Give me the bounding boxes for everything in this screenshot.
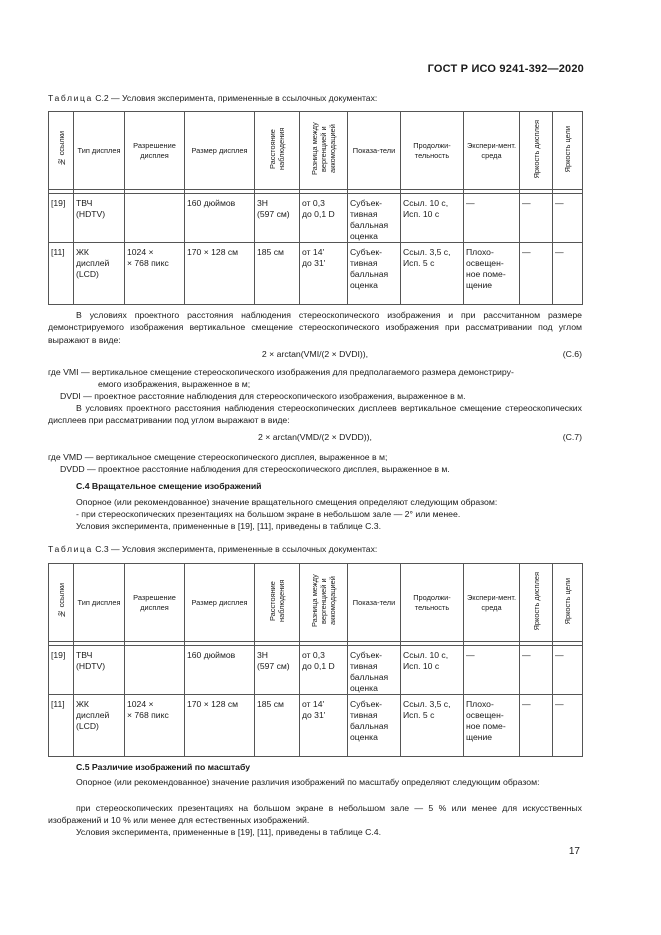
c2-table-cell: — bbox=[520, 243, 553, 305]
c2-table-cell: от 0,3 до 0,1 D bbox=[300, 194, 348, 243]
table-c2-caption bbox=[48, 93, 377, 103]
c3-header-cell bbox=[464, 564, 520, 642]
where-dvdd: DVDD — проектное расстояние наблюдения для стереоскопического дисплея, выраженное в м. bbox=[60, 464, 450, 474]
c2-header-cell bbox=[49, 112, 74, 190]
c2-header-label: Экспери-мент. среда bbox=[466, 140, 517, 160]
c2-table-cell: Ссыл. 3,5 с, Исп. 5 с bbox=[401, 243, 464, 305]
formula-c6-number: (С.6) bbox=[562, 349, 582, 359]
c2-header-row bbox=[49, 112, 583, 190]
c3-header-cell bbox=[520, 564, 553, 642]
c2-header-label: Тип дисплея bbox=[77, 145, 121, 155]
c2-header-label: Расстояние наблюдения bbox=[268, 127, 286, 171]
c2-table-cell: Плохо- освещен- ное поме- щение bbox=[464, 243, 520, 305]
c2-table-cell: Субъек- тивная балльная оценка bbox=[348, 194, 401, 243]
c2-header-label: № ссылки bbox=[56, 131, 66, 167]
c2-table-row bbox=[49, 194, 583, 243]
section-c4-line3: Условия эксперимента, примененные в [19], [11], приведены в таблице С.3. bbox=[76, 521, 382, 531]
c3-table-cell: Ссыл. 3,5 с, Исп. 5 с bbox=[401, 695, 464, 757]
c3-header-cell bbox=[74, 564, 125, 642]
c3-header-label: № ссылки bbox=[56, 583, 66, 619]
table-c2 bbox=[48, 111, 583, 305]
c3-table-cell bbox=[125, 646, 185, 695]
table-c2-caption-word: Таблица bbox=[48, 93, 93, 103]
c3-table-row bbox=[49, 695, 583, 757]
c3-header-cell bbox=[125, 564, 185, 642]
c2-table-cell: ЖК дисплей (LCD) bbox=[74, 243, 125, 305]
c2-table-cell: — bbox=[553, 243, 583, 305]
table-c3-caption-word: Таблица bbox=[48, 544, 93, 554]
c2-table-cell: от 14' до 31' bbox=[300, 243, 348, 305]
table-c3-caption bbox=[48, 544, 377, 554]
c2-table-cell: — bbox=[553, 194, 583, 243]
c3-header-cell bbox=[553, 564, 583, 642]
c2-table-cell: 3H (597 см) bbox=[255, 194, 300, 243]
section-c5-title: С.5 Различие изображений по масштабу bbox=[76, 762, 251, 772]
section-c4-line1: Опорное (или рекомендованное) значение вращательного смещения определяют следующим образом: bbox=[76, 497, 498, 507]
c3-header-label: Размер дисплея bbox=[191, 597, 248, 607]
c2-header-label: Разрешение дисплея bbox=[133, 140, 176, 160]
c2-table-cell: 170 × 128 см bbox=[185, 243, 255, 305]
c2-header-label: Показа-тели bbox=[352, 145, 396, 155]
c2-table-row bbox=[49, 243, 583, 305]
paragraph-vertical-shift-image: В условиях проектного расстояния наблюдения стереоскопического изображения и при рассчитанном размере демонстрируемого изображения вертикальное смещение стереоскопического изображения при рассматривании под углом выражают в виде: bbox=[48, 310, 582, 345]
c3-header-cell bbox=[255, 564, 300, 642]
c3-table-cell: — bbox=[520, 646, 553, 695]
section-c4-title: С.4 Вращательное смещение изображений bbox=[76, 481, 262, 491]
c3-table-cell: от 0,3 до 0,1 D bbox=[300, 646, 348, 695]
c2-table-cell: [19] bbox=[49, 194, 74, 243]
c3-header-cell bbox=[49, 564, 74, 642]
table-c3 bbox=[48, 563, 583, 757]
c3-table-cell: Плохо- освещен- ное поме- щение bbox=[464, 695, 520, 757]
formula-c7-expression: 2 × arctan(VMD/(2 × DVDD)), bbox=[258, 432, 372, 442]
c3-header-row bbox=[49, 564, 583, 642]
c2-table-cell bbox=[125, 194, 185, 243]
c3-header-label: Продолжи-тельность bbox=[413, 592, 451, 612]
c3-header-label: Тип дисплея bbox=[77, 597, 121, 607]
c3-header-label: Разница между вергенцией и аккомодацией bbox=[310, 574, 337, 628]
c2-header-label: Размер дисплея bbox=[191, 145, 248, 155]
table-c2-caption-text: С.2 — Условия эксперимента, примененные в ссылочных документах: bbox=[95, 93, 378, 103]
c2-table-cell: Субъек- тивная балльная оценка bbox=[348, 243, 401, 305]
c2-header-cell bbox=[401, 112, 464, 190]
c2-table-cell: — bbox=[520, 194, 553, 243]
c3-header-label: Яркость цели bbox=[563, 577, 572, 625]
c3-table-cell: Ссыл. 10 с, Исп. 10 с bbox=[401, 646, 464, 695]
where-vmi-line2: емого изображения, выраженное в м; bbox=[98, 379, 251, 389]
c2-header-cell bbox=[185, 112, 255, 190]
section-c5-paragraph3: Условия эксперимента, примененные в [19], [11], приведены в таблице С.4. bbox=[76, 827, 382, 837]
c3-header-label: Разрешение дисплея bbox=[133, 592, 176, 612]
c3-table-cell: [19] bbox=[49, 646, 74, 695]
c2-table-cell: 1024 × × 768 пикс bbox=[125, 243, 185, 305]
c2-header-cell bbox=[348, 112, 401, 190]
c3-header-cell bbox=[300, 564, 348, 642]
section-c5-paragraph1: Опорное (или рекомендованное) значение различия изображений по масштабу определяют следующим образом: bbox=[76, 777, 540, 787]
c3-table-cell: — bbox=[553, 695, 583, 757]
c3-table-cell: ЖК дисплей (LCD) bbox=[74, 695, 125, 757]
c3-table-row bbox=[49, 646, 583, 695]
c3-table-cell: — bbox=[553, 646, 583, 695]
page-number: 17 bbox=[568, 846, 580, 857]
c3-header-cell bbox=[348, 564, 401, 642]
c2-table-cell: — bbox=[464, 194, 520, 243]
c2-table-cell: Ссыл. 10 с, Исп. 10 с bbox=[401, 194, 464, 243]
c3-table-cell: 3H (597 см) bbox=[255, 646, 300, 695]
c3-table-cell: Субъек- тивная балльная оценка bbox=[348, 646, 401, 695]
c2-header-cell bbox=[125, 112, 185, 190]
c3-table-cell: [11] bbox=[49, 695, 74, 757]
c2-header-cell bbox=[520, 112, 553, 190]
c3-table-cell: 160 дюймов bbox=[185, 646, 255, 695]
c3-header-label: Яркость дисплея bbox=[531, 571, 541, 631]
c2-table-cell: ТВЧ (HDTV) bbox=[74, 194, 125, 243]
c3-table-cell: Субъек- тивная балльная оценка bbox=[348, 695, 401, 757]
c3-header-cell bbox=[401, 564, 464, 642]
formula-c6-expression: 2 × arctan(VMI/(2 × DVDI)), bbox=[261, 349, 369, 359]
c2-header-cell bbox=[300, 112, 348, 190]
c2-header-label: Яркость дисплея bbox=[531, 119, 541, 179]
table-c3-caption-text: С.3 — Условия эксперимента, примененные в ссылочных документах: bbox=[95, 544, 378, 554]
c3-header-label: Показа-тели bbox=[352, 597, 396, 607]
c3-table-cell: 170 × 128 см bbox=[185, 695, 255, 757]
c3-table-cell: 1024 × × 768 пикс bbox=[125, 695, 185, 757]
formula-c7-number: (С.7) bbox=[562, 432, 582, 442]
c3-table-cell: от 14' до 31' bbox=[300, 695, 348, 757]
c3-table-cell: 185 см bbox=[255, 695, 300, 757]
paragraph-vertical-shift-display: В условиях проектного расстояния наблюдения стереоскопических дисплеев вертикальное смещение стереоскопических дисплеев при рассматривании под углом выражают в виде: bbox=[48, 403, 582, 426]
section-c5-paragraph2: при стереоскопических презентациях на большом экране в небольшом зале — 5 % или менее для искусственных изображений и 10 % или менее для естественных изображений. bbox=[48, 803, 582, 826]
c3-table-cell: ТВЧ (HDTV) bbox=[74, 646, 125, 695]
where-dvdi: DVDI — проектное расстояние наблюдения для стереоскопического изображения, выраженное в м. bbox=[60, 391, 466, 401]
c2-header-cell bbox=[464, 112, 520, 190]
c2-table-cell: [11] bbox=[49, 243, 74, 305]
c3-table-cell: — bbox=[520, 695, 553, 757]
c2-header-label: Разница между вергенцией и аккомодацией bbox=[310, 122, 337, 176]
document-header: ГОСТ Р ИСО 9241-392—2020 bbox=[427, 63, 584, 75]
c3-header-label: Экспери-мент. среда bbox=[466, 592, 517, 612]
c3-header-cell bbox=[185, 564, 255, 642]
c2-header-label: Яркость цели bbox=[563, 125, 572, 173]
c2-table-cell: 160 дюймов bbox=[185, 194, 255, 243]
c2-header-cell bbox=[74, 112, 125, 190]
where-vmi-line1: где VMI — вертикальное смещение стереоскопического изображения для предполагаемого размера демонстриру- bbox=[48, 367, 514, 377]
c2-header-label: Продолжи-тельность bbox=[413, 140, 451, 160]
c3-header-label: Расстояние наблюдения bbox=[268, 579, 286, 623]
section-c4-line2: - при стереоскопических презентациях на большом экране в небольшом зале — 2° или менее. bbox=[76, 509, 461, 519]
c2-header-cell bbox=[255, 112, 300, 190]
c2-header-cell bbox=[553, 112, 583, 190]
c3-table-cell: — bbox=[464, 646, 520, 695]
where-vmd: где VMD — вертикальное смещение стереоскопического дисплея, выраженное в м; bbox=[48, 452, 388, 462]
c2-table-cell: 185 см bbox=[255, 243, 300, 305]
